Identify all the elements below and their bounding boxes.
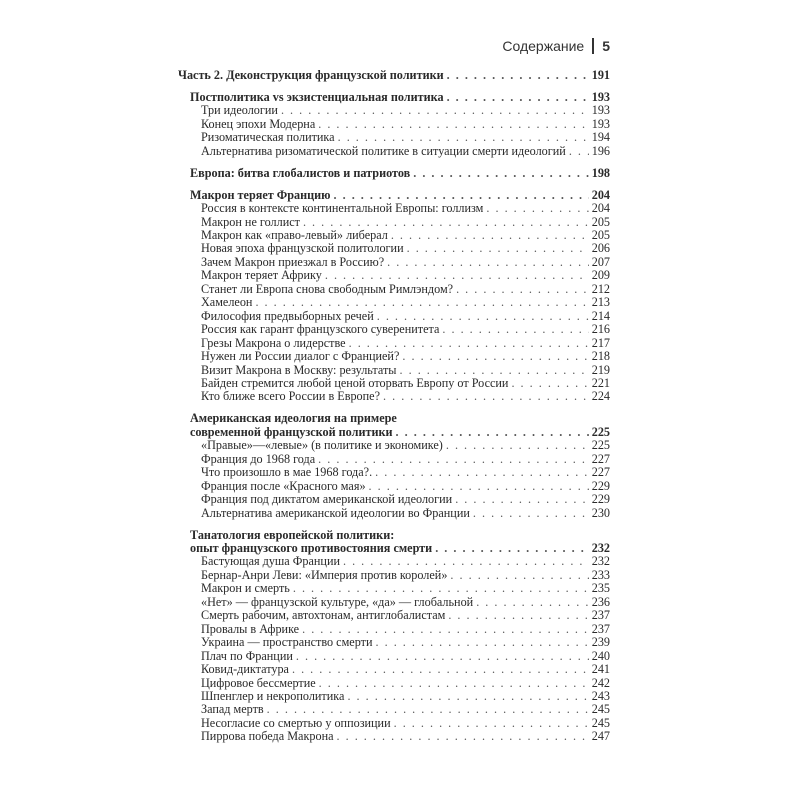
toc-item[interactable] — [178, 269, 610, 282]
toc-part-entry[interactable] — [178, 69, 610, 82]
dot-leader — [376, 636, 589, 649]
item-page: 219 — [591, 362, 610, 377]
item-page: 218 — [591, 349, 610, 364]
dot-leader — [473, 507, 589, 520]
dot-leader — [511, 377, 588, 390]
dot-leader — [446, 439, 589, 452]
item-page: 237 — [591, 621, 610, 636]
toc-item[interactable] — [178, 242, 610, 255]
dot-leader — [337, 730, 589, 743]
item-page: 242 — [591, 675, 610, 690]
section-title: Постполитика vs экзистенциальная политика — [190, 89, 444, 104]
toc-item[interactable] — [178, 730, 610, 743]
toc-item[interactable] — [178, 310, 610, 323]
item-title: Запад мертв — [201, 702, 264, 717]
item-page: 236 — [591, 594, 610, 609]
item-page: 247 — [591, 729, 610, 744]
item-page: 227 — [591, 451, 610, 466]
item-page: 213 — [591, 295, 610, 310]
toc-item[interactable] — [178, 145, 610, 158]
dot-leader — [435, 542, 589, 555]
item-title: Несогласие со смертью у оппозиции — [201, 715, 391, 730]
dot-leader — [387, 256, 589, 269]
item-page: 221 — [591, 376, 610, 391]
section-page: 198 — [591, 165, 610, 180]
item-title: Альтернатива американской идеологии во Франции — [201, 505, 470, 520]
dot-leader — [400, 364, 589, 377]
dot-leader — [407, 242, 589, 255]
toc-item[interactable] — [178, 364, 610, 377]
item-page: 193 — [591, 116, 610, 131]
toc-item[interactable] — [178, 596, 610, 609]
toc-item[interactable] — [178, 677, 610, 690]
item-title: Что произошло в мае 1968 года?. — [201, 465, 373, 480]
item-title: Альтернатива ризоматической политике в ситуации смерти идеологий — [201, 143, 566, 158]
dot-leader — [442, 323, 588, 336]
item-title: Россия в контексте континентальной Европы: голлизм — [201, 201, 484, 216]
toc-item[interactable] — [178, 216, 610, 229]
toc-section — [178, 529, 610, 744]
item-title: Конец эпохи Модерна — [201, 116, 316, 131]
toc-item[interactable] — [178, 582, 610, 595]
table-of-contents — [178, 69, 610, 752]
dot-leader — [450, 569, 588, 582]
toc-item[interactable] — [178, 480, 610, 493]
dot-leader — [318, 453, 589, 466]
dot-leader — [334, 189, 589, 202]
dot-leader — [456, 283, 589, 296]
item-page: 229 — [591, 478, 610, 493]
toc-item[interactable] — [178, 493, 610, 506]
item-page: 217 — [591, 335, 610, 350]
dot-leader — [377, 310, 589, 323]
item-page: 229 — [591, 492, 610, 507]
item-title: Ковид-диктатура — [201, 662, 289, 677]
dot-leader — [448, 609, 588, 622]
dot-leader — [292, 663, 589, 676]
toc-item[interactable] — [178, 350, 610, 363]
item-page: 214 — [591, 308, 610, 323]
item-page: 227 — [591, 465, 610, 480]
item-title: Россия как гарант французского суверенитета — [201, 322, 440, 337]
item-page: 240 — [591, 648, 610, 663]
item-title: Пиррова победа Макрона — [201, 729, 334, 744]
item-page: 193 — [591, 103, 610, 118]
item-title: Макрон теряет Африку — [201, 268, 322, 283]
item-title: Философия предвыборных речей — [201, 308, 374, 323]
item-page: 235 — [591, 581, 610, 596]
dot-leader — [281, 104, 589, 117]
dot-leader — [375, 466, 589, 479]
item-title: «Нет» — французской культуре, «да» — глобальной — [201, 594, 474, 609]
dot-leader — [349, 337, 589, 350]
dot-leader — [325, 269, 589, 282]
item-title: Макрон не голлист — [201, 214, 300, 229]
item-title: Цифровое бессмертие — [201, 675, 316, 690]
item-page: 245 — [591, 702, 610, 717]
item-title: Ризоматическая политика — [201, 130, 335, 145]
toc-item[interactable] — [178, 569, 610, 582]
item-page: 204 — [591, 201, 610, 216]
item-title: Нужен ли России диалог с Францией? — [201, 349, 400, 364]
dot-leader — [447, 91, 589, 104]
item-title: Макрон как «право-левый» либерал — [201, 228, 388, 243]
toc-section — [178, 167, 610, 180]
toc-item[interactable] — [178, 609, 610, 622]
toc-item[interactable] — [178, 131, 610, 144]
toc-section-entry[interactable] — [178, 426, 610, 439]
item-title: Байден стремится любой ценой оторвать Европу от России — [201, 376, 509, 391]
item-title: Станет ли Европа снова свободным Римлэндом? — [201, 281, 454, 296]
dot-leader — [343, 555, 589, 568]
section-title: Макрон теряет Францию — [190, 187, 331, 202]
item-page: 233 — [591, 567, 610, 582]
item-title: Франция после «Красного мая» — [201, 478, 366, 493]
toc-item[interactable] — [178, 104, 610, 117]
toc-item[interactable] — [178, 202, 610, 215]
item-title: Франция под диктатом американской идеологии — [201, 492, 453, 507]
item-title: Шпенглер и некрополитика — [201, 688, 345, 703]
dot-leader — [394, 717, 589, 730]
section-title: Европа: битва глобалистов и патриотов — [190, 165, 411, 180]
item-page: 212 — [591, 281, 610, 296]
toc-item[interactable] — [178, 323, 610, 336]
item-title: Визит Макрона в Москву: результаты — [201, 362, 397, 377]
toc-item[interactable] — [178, 229, 610, 242]
item-page: 205 — [591, 228, 610, 243]
item-page: 224 — [591, 389, 610, 404]
toc-item[interactable] — [178, 703, 610, 716]
part-page: 191 — [591, 68, 610, 82]
dot-leader — [319, 677, 589, 690]
item-page: 196 — [591, 143, 610, 158]
dot-leader — [413, 167, 589, 180]
toc-item[interactable] — [178, 717, 610, 730]
item-title: Новая эпоха французской политологии — [201, 241, 404, 256]
dot-leader — [293, 582, 589, 595]
item-title: Смерть рабочим, автохтонам, антиглобалистам — [201, 608, 446, 623]
item-page: 245 — [591, 715, 610, 730]
item-title: «Правые»—«левые» (в политике и экономике) — [201, 438, 443, 453]
dot-leader — [296, 650, 589, 663]
toc-item[interactable] — [178, 663, 610, 676]
toc-item[interactable] — [178, 650, 610, 663]
dot-leader — [303, 216, 589, 229]
dot-leader — [455, 493, 589, 506]
item-title: Грезы Макрона о лидерстве — [201, 335, 346, 350]
dot-leader — [302, 623, 589, 636]
toc-item[interactable] — [178, 507, 610, 520]
section-title: опыт французского противостояния смерти — [190, 541, 433, 555]
section-title-line[interactable]: Танатология европейской политики: — [190, 527, 395, 542]
item-title: Плач по Франции — [201, 648, 293, 663]
toc-item[interactable] — [178, 118, 610, 131]
item-title: Зачем Макрон приезжал в Россию? — [201, 254, 385, 269]
toc-item[interactable] — [178, 283, 610, 296]
item-page: 207 — [591, 254, 610, 269]
dot-leader — [391, 229, 589, 242]
toc-section-entry[interactable] — [178, 542, 610, 555]
dot-leader — [347, 690, 588, 703]
toc-item[interactable] — [178, 377, 610, 390]
item-page: 216 — [591, 322, 610, 337]
toc-item[interactable] — [178, 337, 610, 350]
item-page: 239 — [591, 635, 610, 650]
header-title: Содержание — [502, 38, 585, 54]
item-page: 230 — [591, 505, 610, 520]
dot-leader — [369, 480, 589, 493]
section-page: 204 — [591, 187, 610, 202]
dot-leader — [318, 118, 588, 131]
item-page: 241 — [591, 662, 610, 677]
toc-item[interactable] — [178, 636, 610, 649]
item-title: Франция до 1968 года — [201, 451, 316, 466]
toc-section — [178, 189, 610, 404]
item-title: Три идеологии — [201, 103, 278, 118]
dot-leader — [396, 426, 589, 439]
toc-item[interactable] — [178, 256, 610, 269]
toc-section — [178, 412, 610, 520]
toc-item[interactable] — [178, 623, 610, 636]
item-page: 225 — [591, 438, 610, 453]
item-page: 232 — [591, 554, 610, 569]
toc-section-entry[interactable] — [178, 167, 610, 180]
page-number: 5 — [602, 38, 610, 54]
section-title: современной французской политики — [190, 424, 393, 439]
section-title-line[interactable]: Американская идеология на примере — [190, 411, 397, 426]
dot-leader — [383, 390, 589, 403]
item-title: Бернар-Анри Леви: «Империя против королей» — [201, 567, 448, 582]
section-page: 225 — [591, 424, 610, 439]
item-page: 209 — [591, 268, 610, 283]
toc-item[interactable] — [178, 439, 610, 452]
dot-leader — [267, 703, 589, 716]
item-page: 194 — [591, 130, 610, 145]
dot-leader — [569, 145, 589, 158]
item-title: Бастующая душа Франции — [201, 554, 340, 569]
dot-leader — [447, 69, 589, 82]
toc-item[interactable] — [178, 296, 610, 309]
toc-section-entry[interactable] — [178, 91, 610, 104]
header-divider — [592, 38, 594, 54]
toc-item[interactable] — [178, 390, 610, 403]
section-page: 193 — [591, 89, 610, 104]
toc-item[interactable] — [178, 690, 610, 703]
item-title: Провалы в Африке — [201, 621, 300, 636]
toc-item[interactable] — [178, 555, 610, 568]
dot-leader — [476, 596, 589, 609]
section-page: 232 — [591, 541, 610, 555]
dot-leader — [255, 296, 588, 309]
toc-section — [178, 91, 610, 158]
item-title: Макрон и смерть — [201, 581, 290, 596]
dot-leader — [486, 202, 588, 215]
toc-section-entry[interactable] — [178, 189, 610, 202]
item-page: 205 — [591, 214, 610, 229]
item-title: Хамелеон — [201, 295, 253, 310]
item-title: Кто ближе всего России в Европе? — [201, 389, 380, 404]
toc-item[interactable] — [178, 466, 610, 479]
item-page: 237 — [591, 608, 610, 623]
item-page: 243 — [591, 688, 610, 703]
toc-item[interactable] — [178, 453, 610, 466]
dot-leader — [402, 350, 588, 363]
dot-leader — [338, 131, 589, 144]
part-title: Часть 2. Деконструкция французской политики — [178, 68, 444, 82]
item-page: 206 — [591, 241, 610, 256]
item-title: Украина — пространство смерти — [201, 635, 373, 650]
running-header — [502, 38, 610, 54]
